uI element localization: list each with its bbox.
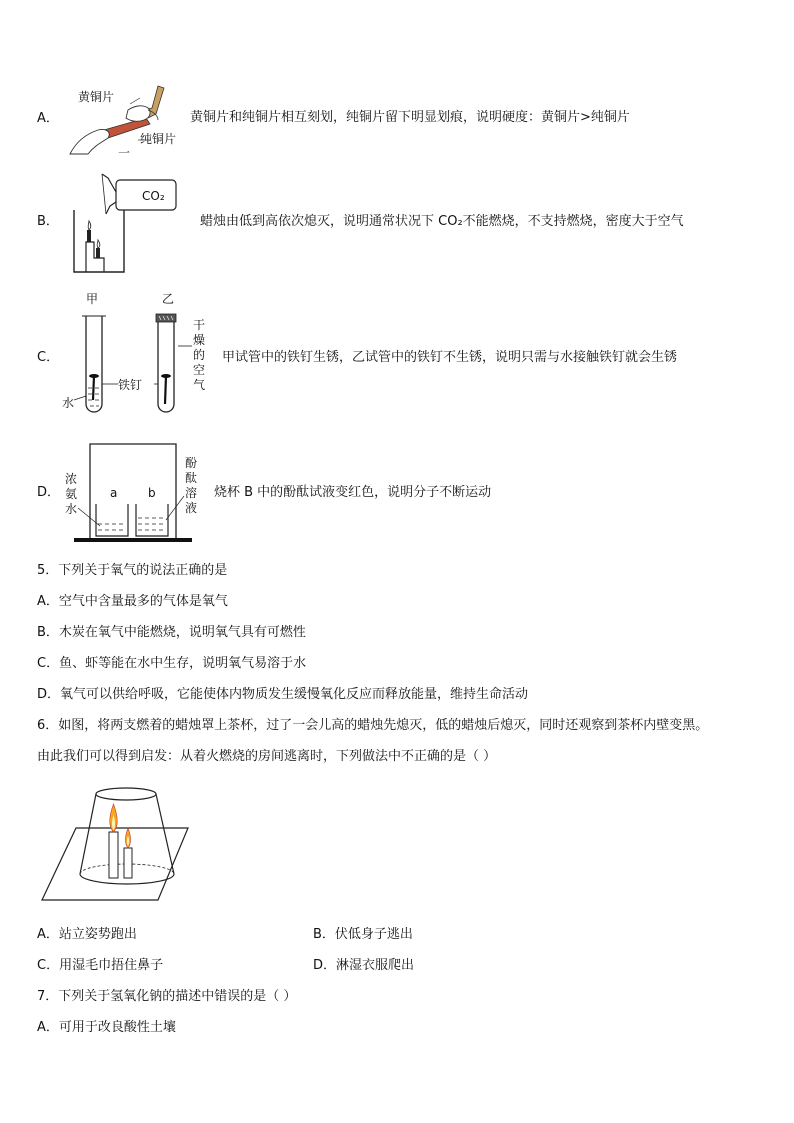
q5-option-b: B．木炭在氧气中能燃烧，说明氧气具有可燃性 xyxy=(37,625,306,640)
option-d-letter: D． xyxy=(37,485,61,500)
q6-option-a: A．站立姿势跑出 xyxy=(37,927,137,942)
option-d-text: 烧杯 B 中的酚酞试液变红色，说明分子不断运动 xyxy=(214,485,492,500)
brass-scratch-figure xyxy=(68,84,188,160)
q7-stem: 7．下列关于氢氧化钠的描述中错误的是（ ） xyxy=(37,989,297,1004)
co2-candle-figure xyxy=(70,170,190,276)
copper-label: 纯铜片 xyxy=(140,132,177,146)
q5-option-c: C．鱼、虾等能在水中生存，说明氧气易溶于水 xyxy=(37,656,307,671)
cup-candles-figure xyxy=(40,782,190,906)
q6-stem-line1: 6．如图，将两支燃着的蜡烛罩上茶杯，过了一会儿高的蜡烛先熄灭，低的蜡烛后熄灭，同时还观察到茶杯内壁变黑。 xyxy=(37,718,709,733)
test-tubes-drawing xyxy=(60,292,220,414)
brass-label: 黄铜片 xyxy=(78,90,115,104)
co2-pouring-drawing xyxy=(70,170,190,276)
option-c-letter: C． xyxy=(37,350,60,365)
hands-drawing xyxy=(68,84,188,160)
phenolphthalein-label: 酚酞溶液 xyxy=(184,456,197,515)
ammonia-diffusion-figure xyxy=(62,438,212,548)
q7-option-a: A．可用于改良酸性土壤 xyxy=(37,1020,176,1035)
dry-air-label: 干燥的空气 xyxy=(192,318,205,392)
option-c-text: 甲试管中的铁钉生锈，乙试管中的铁钉不生锈，说明只需与水接触铁钉就会生锈 xyxy=(222,350,678,365)
tube-yi-label: 乙 xyxy=(162,292,175,306)
minus-mark: 一 xyxy=(118,146,131,160)
q6-option-b: B．伏低身子逃出 xyxy=(313,927,413,942)
q5-option-a: A．空气中含量最多的气体是氧气 xyxy=(37,594,228,609)
co2-label: CO₂ xyxy=(142,189,165,203)
q5-option-d: D．氧气可以供给呼吸，它能使体内物质发生缓慢氧化反应而释放能量，维持生命活动 xyxy=(37,687,529,702)
option-b-text: 蜡烛由低到高依次熄灭，说明通常状况下 CO₂不能燃烧，不支持燃烧，密度大于空气 xyxy=(200,214,684,229)
tube-jia-label: 甲 xyxy=(86,292,99,306)
q6-option-c: C．用湿毛巾捂住鼻子 xyxy=(37,958,164,973)
option-a-letter: A． xyxy=(37,111,59,126)
beaker-b-label: b xyxy=(148,486,156,500)
bell-jar-drawing xyxy=(62,438,212,548)
iron-nail-label: 铁钉 xyxy=(118,378,143,392)
ammonia-label: 浓氨水 xyxy=(64,472,77,516)
q5-stem: 5．下列关于氧气的说法正确的是 xyxy=(37,563,228,578)
q6-stem-line2: 由此我们可以得到启发：从着火燃烧的房间逃离时，下列做法中不正确的是（ ） xyxy=(37,749,497,764)
option-b-letter: B． xyxy=(37,214,59,229)
option-a-text: 黄铜片和纯铜片相互刻划，纯铜片留下明显划痕，说明硬度：黄铜片>纯铜片 xyxy=(190,110,630,125)
cup-candles-drawing xyxy=(40,782,190,906)
water-label: 水 xyxy=(62,396,75,410)
iron-nail-rust-figure xyxy=(60,292,220,414)
q6-option-d: D．淋湿衣服爬出 xyxy=(313,958,415,973)
beaker-a-label: a xyxy=(110,486,118,500)
